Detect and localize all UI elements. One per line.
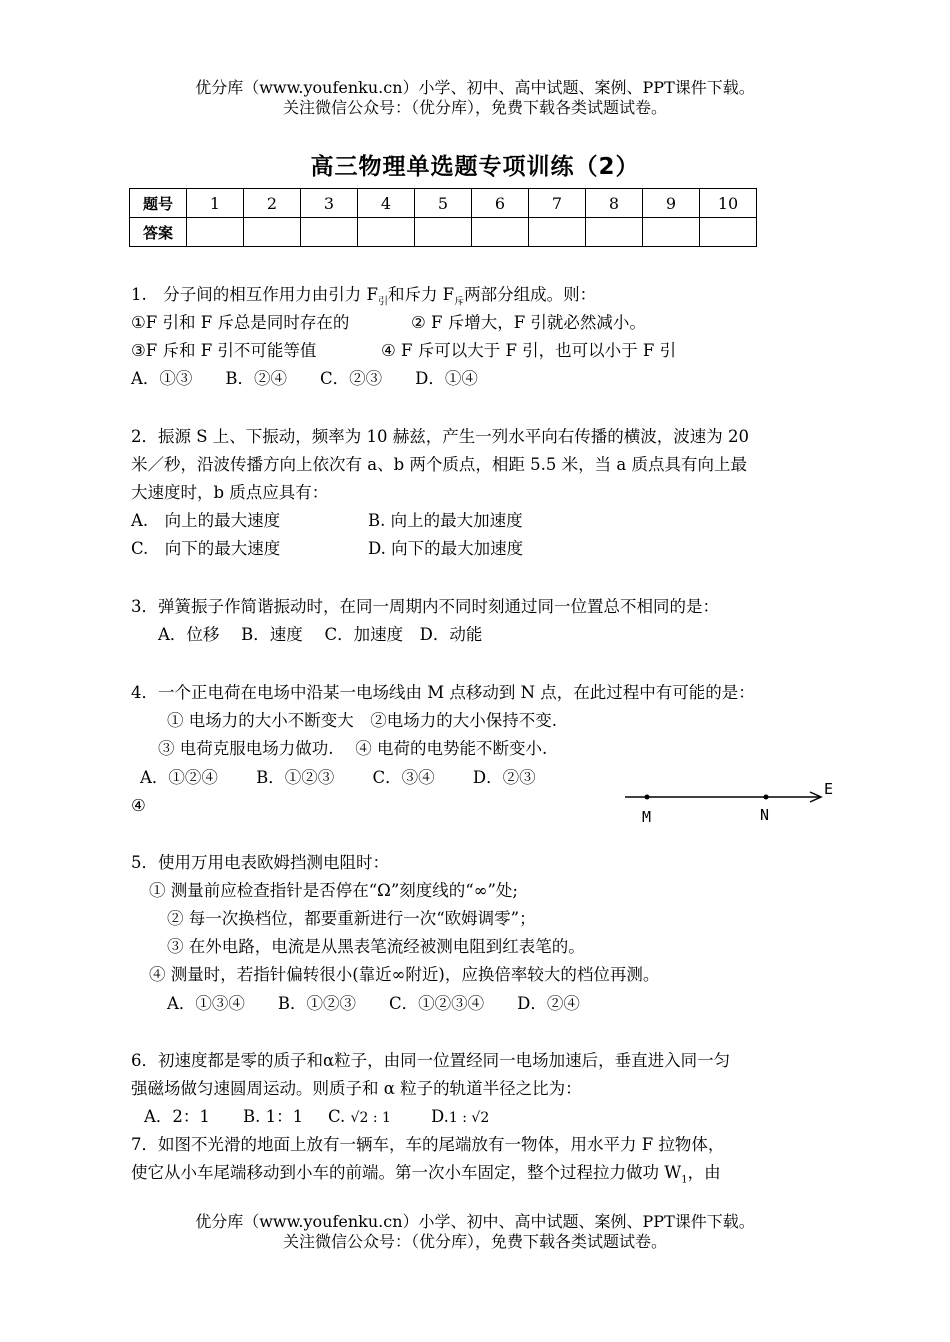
q3-line-1: 3．弹簧振子作简谐振动时，在同一周期内不同时刻通过同一位置总不相同的是： [131,597,719,616]
q4-statement-3-4: ③ 电荷克服电场力做功. ④ 电荷的电势能不断变小. [158,739,548,758]
q4-line-1: 4．一个正电荷在电场中沿某一电场线由 M 点移动到 N 点，在此过程中有可能的是： [131,683,755,702]
question-number: 9 [643,189,700,218]
q1-statement-4: ④ F 斥可以大于 F 引，也可以小于 F 引 [381,341,677,360]
q6-option-d: D.1 : √2 [431,1107,490,1126]
q2-line-3: 大速度时，b 质点应具有： [131,483,329,502]
q5-line-1: 5．使用万用电表欧姆挡测电阻时： [131,853,389,872]
answer-cell[interactable] [586,218,643,247]
point-m-label: M [642,808,652,826]
question-number: 10 [700,189,757,218]
question-number: 3 [301,189,358,218]
q3-options: A．位移 B．速度 C．加速度 D．动能 [158,625,483,644]
electric-field-line-figure [620,772,840,828]
q2-option-b: B. 向上的最大加速度 [368,511,523,530]
field-e-label: E [824,780,834,798]
answer-cell[interactable] [244,218,301,247]
q2-option-a: A. 向上的最大速度 [131,511,281,530]
q4-statement-1-2: ① 电场力的大小不断变大 ②电场力的大小保持不变. [167,711,557,730]
point-m-dot [645,795,650,800]
q1-options: A．①③ B．②④ C．②③ D．①④ [131,369,478,388]
answer-cell[interactable] [187,218,244,247]
q5-options: A．①③④ B．①②③ C．①②③④ D．②④ [167,994,580,1013]
q4-options-wrap: ④ [131,796,146,815]
answer-cell[interactable] [472,218,529,247]
question-number: 6 [472,189,529,218]
q5-statement-1: ① 测量前应检查指针是否停在“Ω”刻度线的“∞”处; [149,881,518,900]
header-line-1: 优分库（www.youfenku.cn）小学、初中、高中试题、案例、PPT课件下载。 [195,78,755,97]
q2-option-d: D. 向下的最大加速度 [368,539,524,558]
q2-line-2: 米／秒，沿波传播方向上依次有 a、b 两个质点，相距 5.5 米，当 a 质点具有向上最 [131,455,747,474]
table-row-answers [130,218,757,247]
point-n-label: N [760,806,770,824]
q1-stem: 1. 分子间的相互作用力由引力 $F_引$和斥力 $F_斥$两部分组成。则： [131,285,597,308]
q6-line-1: 6．初速度都是零的质子和α粒子，由同一位置经同一电场加速后，垂直进入同一匀 [131,1051,731,1070]
q7-line-1: 7．如图不光滑的地面上放有一辆车，车的尾端放有一物体，用水平力 F 拉物体， [131,1135,725,1154]
q6-line-2: 强磁场做匀速圆周运动。则质子和 α 粒子的轨道半径之比为： [131,1079,582,1098]
answer-cell[interactable] [301,218,358,247]
answer-cell[interactable] [415,218,472,247]
row-label-number: 题号 [130,189,187,218]
point-n-dot [764,795,769,800]
footer-line-1: 优分库（www.youfenku.cn）小学、初中、高中试题、案例、PPT课件下载。 [195,1212,755,1231]
header-line-2: 关注微信公众号：（优分库），免费下载各类试题试卷。 [282,98,667,117]
question-number: 2 [244,189,301,218]
q6-option-a: A．2：1 [144,1107,210,1126]
footer-line-2: 关注微信公众号：（优分库），免费下载各类试题试卷。 [282,1232,667,1251]
question-number: 4 [358,189,415,218]
page-title: 高三物理单选题专项训练（2） [310,154,640,180]
answer-cell[interactable] [643,218,700,247]
answer-cell[interactable] [358,218,415,247]
q1-statement-1: ①F 引和 F 斥总是同时存在的 [131,313,350,332]
q5-statement-2: ② 每一次换档位，都要重新进行一次“欧姆调零”； [167,909,536,928]
q5-statement-4: ④ 测量时，若指针偏转很小(靠近∞附近)，应换倍率较大的档位再测。 [149,965,660,984]
table-row-numbers [130,189,757,218]
answer-table [129,188,757,247]
q1-statement-2: ② F 斥增大，F 引就必然减小。 [411,313,646,332]
q4-options: A．①②④ B．①②③ C．③④ D．②③ [140,768,536,787]
row-label-answer: 答案 [130,218,187,247]
q5-statement-3: ③ 在外电路，电流是从黑表笔流经被测电阻到红表笔的。 [167,937,585,956]
question-number: 8 [586,189,643,218]
answer-cell[interactable] [700,218,757,247]
question-number: 5 [415,189,472,218]
q2-line-1: 2．振源 S 上、下振动，频率为 10 赫兹，产生一列水平向右传播的横波，波速为 20 [131,427,750,446]
answer-cell[interactable] [529,218,586,247]
question-number: 1 [187,189,244,218]
q1-statement-3: ③F 斥和 F 引不可能等值 [131,341,317,360]
q6-option-b: B. 1：1 [243,1107,304,1126]
q7-line-2: 使它从小车尾端移动到小车的前端。第一次小车固定，整个过程拉力做功 $W_1$，由 [131,1163,721,1186]
question-number: 7 [529,189,586,218]
q2-option-c: C. 向下的最大速度 [131,539,281,558]
q6-option-c: C. √2 : 1 [328,1107,391,1126]
